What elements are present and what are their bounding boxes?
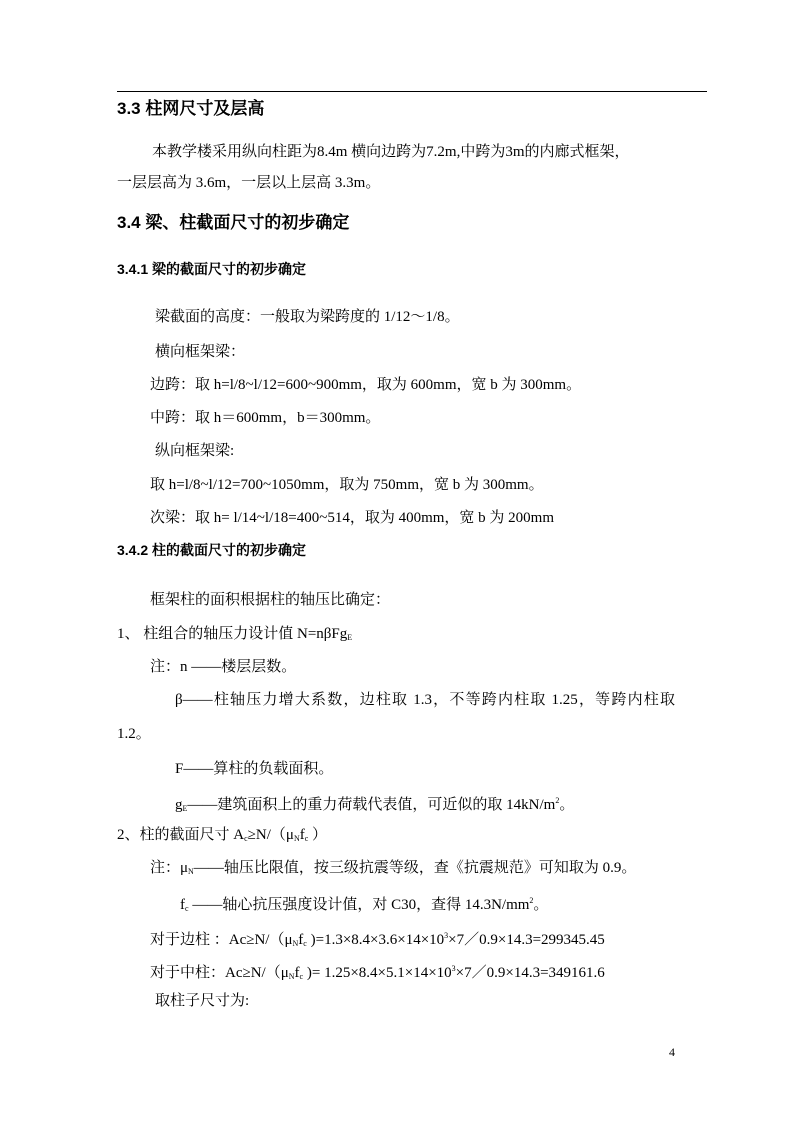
text-line: 纵向框架梁: (155, 443, 235, 459)
formula-text: ≥N/（μ (247, 827, 294, 843)
subscript: E (347, 633, 353, 642)
heading-3-3: 3.3 柱网尺寸及层高 (117, 99, 265, 118)
note-line: F——算柱的负载面积。 (175, 761, 334, 777)
note-line: 注：n ——楼层层数。 (150, 659, 297, 675)
formula-line (117, 825, 327, 849)
subscript: N (188, 867, 194, 876)
subscript: c (304, 834, 309, 843)
calc-text: ×7／0.9×14.3=299345.45 (448, 932, 605, 948)
heading-3-4-1: 3.4.1 梁的截面尺寸的初步确定 (117, 261, 307, 277)
note-line (180, 891, 548, 919)
subscript: c (244, 834, 248, 843)
formula-line (117, 624, 352, 648)
superscript: 3 (444, 931, 449, 940)
text-line: 边跨：取 h=l/8~l/12=600~900mm，取为 600mm，宽 b 为 300mm。 (150, 377, 582, 393)
calc-text: 对于边柱 ：Ac≥N/（μ (150, 932, 293, 948)
formula-text: 1、 柱组合的轴压力设计值 N=nβFg (117, 626, 348, 642)
note-text: ——轴压比限值，按三级抗震等级，查《抗震规范》可知取为 0.9。 (193, 860, 637, 876)
calc-text: f (294, 965, 300, 981)
page-number: 4 (669, 1045, 675, 1059)
subscript: N (288, 972, 295, 981)
note-text: 注：μ (150, 860, 189, 876)
note-line: 1.2。 (117, 726, 151, 742)
note-line (175, 690, 675, 710)
calc-text: 对于中柱：Ac≥N/（μ (150, 965, 289, 981)
text-line: 梁截面的高度：一般取为梁跨度的 1/12～1/8。 (155, 309, 460, 325)
text-line: 取 h=l/8~l/12=700~1050mm，取为 750mm，宽 b 为 300mm。 (150, 477, 544, 493)
formula-text: 2、柱的截面尺寸 A (117, 827, 245, 843)
text-line: 横向框架梁： (155, 344, 246, 360)
note-line (150, 858, 636, 882)
subscript: c (303, 939, 307, 948)
note-text: β——柱轴压力增大系数，边柱取 1.3，不等跨内柱取 1.25，等跨内柱取 (175, 692, 675, 708)
note-text: ——轴心抗压强度设计值，对 C30，查得 14.3N/mm (188, 897, 530, 913)
paragraph-line: 本教学楼采用纵向柱距为8.4m 横向边跨为7.2m,中跨为3m的内廊式框架， (152, 144, 630, 160)
header-rule (117, 91, 707, 92)
formula-text: f (299, 827, 305, 843)
subscript: N (293, 834, 300, 843)
subscript: N (292, 939, 299, 948)
symbol-text: g (175, 797, 183, 813)
text-line: 框架柱的面积根据柱的轴压比确定： (150, 592, 391, 608)
calc-line (150, 959, 605, 987)
subscript: E (182, 804, 188, 813)
note-text: 。 (559, 797, 575, 813)
note-text: 。 (533, 897, 549, 913)
note-text: f (180, 897, 185, 913)
text-line: 次梁：取 h= l/14~l/18=400~514，取为 400mm，宽 b 为 200mm (150, 510, 554, 526)
calc-text: )=1.3×8.4×3.6×14×10 (306, 932, 445, 948)
superscript: 2 (555, 796, 560, 805)
subscript: c (185, 904, 189, 913)
superscript: 3 (451, 964, 456, 973)
superscript: 2 (529, 896, 534, 905)
text-line: 取柱子尺寸为: (155, 993, 250, 1009)
paragraph-line: 一层层高为 3.6m，一层以上层高 3.3m。 (117, 175, 381, 191)
heading-3-4-2: 3.4.2 柱的截面尺寸的初步确定 (117, 542, 307, 558)
heading-3-4: 3.4 梁、柱截面尺寸的初步确定 (117, 213, 350, 232)
calc-text: f (298, 932, 304, 948)
formula-text: ） (308, 827, 328, 843)
calc-line (150, 926, 605, 954)
text-line: 中跨：取 h＝600mm，b＝300mm。 (150, 410, 381, 426)
note-text: ——建筑面积上的重力荷载代表值，可近似的取 14kN/m (187, 797, 556, 813)
subscript: c (299, 972, 304, 981)
calc-text: )= 1.25×8.4×5.1×14×10 (303, 965, 452, 981)
note-line (175, 791, 574, 819)
calc-text: ×7／0.9×14.3=349161.6 (455, 965, 605, 981)
